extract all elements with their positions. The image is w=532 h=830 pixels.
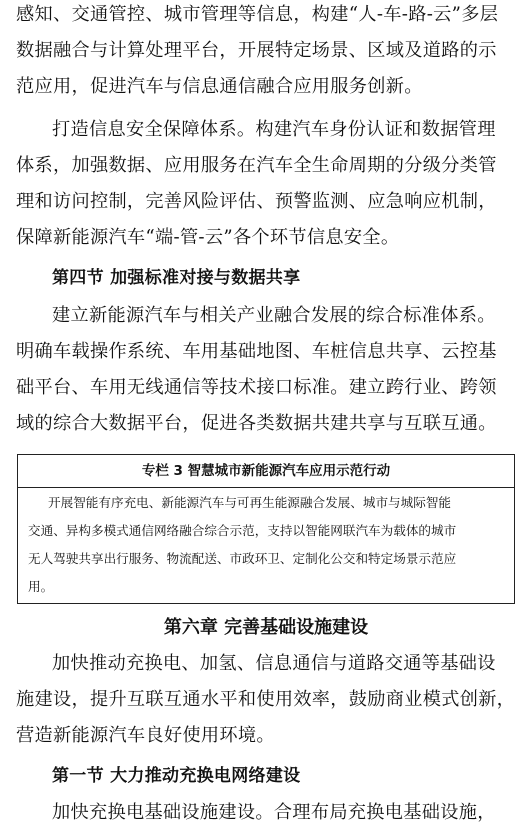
column-box-line: 交通、异构多模式通信网络融合综合示范，支持以智能网联汽车为载体的城市	[28, 523, 457, 538]
paragraph-line: 营造新能源汽车良好使用环境。	[16, 725, 275, 746]
paragraph-line: 数据融合与计算处理平台，开展特定场景、区域及道路的示	[16, 40, 497, 61]
paragraph-line: 范应用，促进汽车与信息通信融合应用服务创新。	[16, 76, 423, 97]
column-box-line: 开展智能有序充电、新能源汽车与可再生能源融合发展、城市与城际智能	[48, 495, 451, 510]
paragraph-line: 建立新能源汽车与相关产业融合发展的综合标准体系。	[52, 305, 496, 326]
column-box	[17, 454, 515, 604]
section-heading: 第四节 加强标准对接与数据共享	[52, 268, 301, 288]
chapter-heading: 第六章 完善基础设施建设	[163, 617, 369, 638]
section-heading: 第一节 大力推动充换电网络建设	[52, 766, 301, 786]
paragraph-line: 体系，加强数据、应用服务在汽车全生命周期的分级分类管	[16, 155, 497, 176]
paragraph-line: 加快充换电基础设施建设。合理布局充换电基础设施，	[52, 802, 496, 823]
column-box-line: 无人驾驶共享出行服务、物流配送、市政环卫、定制化公交和特定场景示范应	[28, 551, 457, 566]
column-box-line: 用。	[28, 579, 54, 594]
paragraph-line: 理和访问控制，完善风险评估、预警监测、应急响应机制，	[16, 191, 497, 212]
paragraph-line: 打造信息安全保障体系。构建汽车身份认证和数据管理	[52, 119, 496, 140]
paragraph-line: 明确车载操作系统、车用基础地图、车桩信息共享、云控基	[16, 341, 497, 362]
paragraph-line: 域的综合大数据平台，促进各类数据共建共享与互联互通。	[16, 413, 497, 434]
paragraph-line: 础平台、车用无线通信等技术接口标准。建立跨行业、跨领	[16, 377, 497, 398]
paragraph-line: 感知、交通管控、城市管理等信息，构建“人-车-路-云”多层	[16, 4, 499, 25]
paragraph-line: 施建设，提升互联互通水平和使用效率，鼓励商业模式创新，	[16, 689, 516, 710]
column-box-title: 专栏 3 智慧城市新能源汽车应用示范行动	[18, 455, 514, 488]
paragraph-line: 保障新能源汽车“端-管-云”各个环节信息安全。	[16, 227, 400, 248]
paragraph-line: 加快推动充换电、加氢、信息通信与道路交通等基础设	[52, 653, 496, 674]
